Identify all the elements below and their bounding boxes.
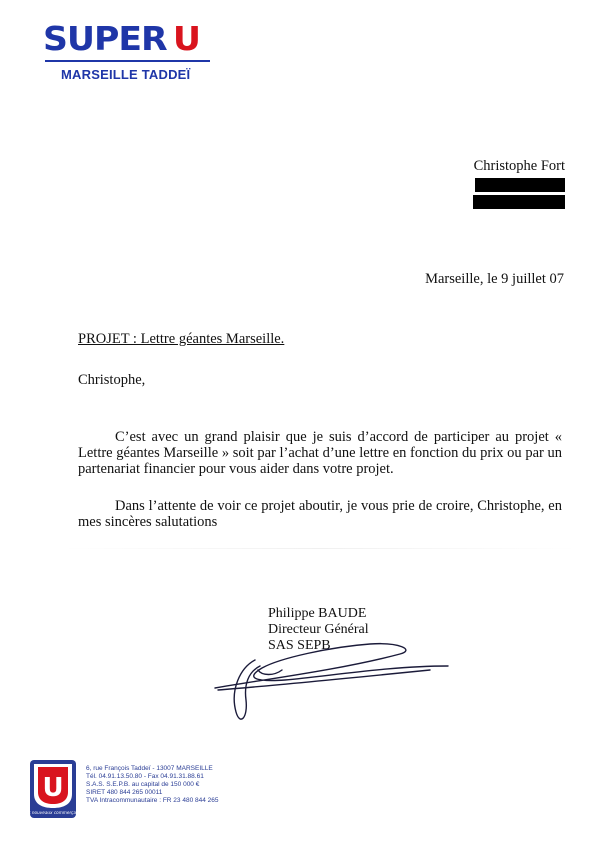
signatory-name: Philippe BAUDE bbox=[268, 606, 367, 621]
logo-divider bbox=[45, 60, 210, 62]
handwritten-signature bbox=[200, 630, 460, 730]
recipient-address bbox=[473, 157, 565, 209]
footer-line: S.A.S. S.E.P.B. au capital de 150 000 € bbox=[86, 781, 200, 788]
footer-logo-letter: U bbox=[42, 773, 64, 803]
body-paragraph-1: C’est avec un grand plaisir que je suis d’accord de participer au projet « Lettre géantes Marseille » soit par l’achat d’une lettre en fonction du prix ou par un partenariat financier pour vous aider dans votre projet. bbox=[78, 429, 562, 477]
signatory-company: SAS SEPB bbox=[268, 638, 331, 653]
greeting: Christophe, bbox=[78, 372, 146, 388]
footer-logo-tagline: Les nouveaux commerçants bbox=[23, 810, 83, 815]
logo-u-text: U bbox=[172, 19, 200, 58]
footer-line: TVA Intracommunautaire : FR 23 480 844 265 bbox=[86, 797, 219, 804]
recipient-name: Christophe Fort bbox=[473, 158, 565, 174]
store-name: MARSEILLE TADDEÏ bbox=[61, 67, 191, 82]
footer-line: 6, rue François Taddeï - 13007 MARSEILLE bbox=[86, 765, 213, 772]
redacted-address-line-1 bbox=[475, 178, 565, 192]
footer-line: Tél. 04.91.13.50.80 - Fax 04.91.31.88.61 bbox=[86, 773, 204, 780]
signatory-title: Directeur Général bbox=[268, 622, 369, 637]
footer-company-info bbox=[86, 765, 218, 805]
logo-super-text: SUPER bbox=[43, 19, 167, 58]
date-line: Marseille, le 9 juillet 07 bbox=[425, 271, 564, 287]
body-paragraph-2: Dans l’attente de voir ce projet aboutir, je vous prie de croire, Christophe, en mes sincères salutations bbox=[78, 498, 562, 530]
super-u-logo bbox=[43, 19, 200, 58]
footer-line: SIRET 480 844 265 00011 bbox=[86, 789, 163, 796]
subject-line: PROJET : Lettre géantes Marseille. bbox=[78, 331, 285, 347]
redacted-address-line-2 bbox=[473, 195, 565, 209]
paper-fold-line bbox=[60, 548, 580, 549]
super-u-footer-logo-icon bbox=[23, 760, 83, 818]
